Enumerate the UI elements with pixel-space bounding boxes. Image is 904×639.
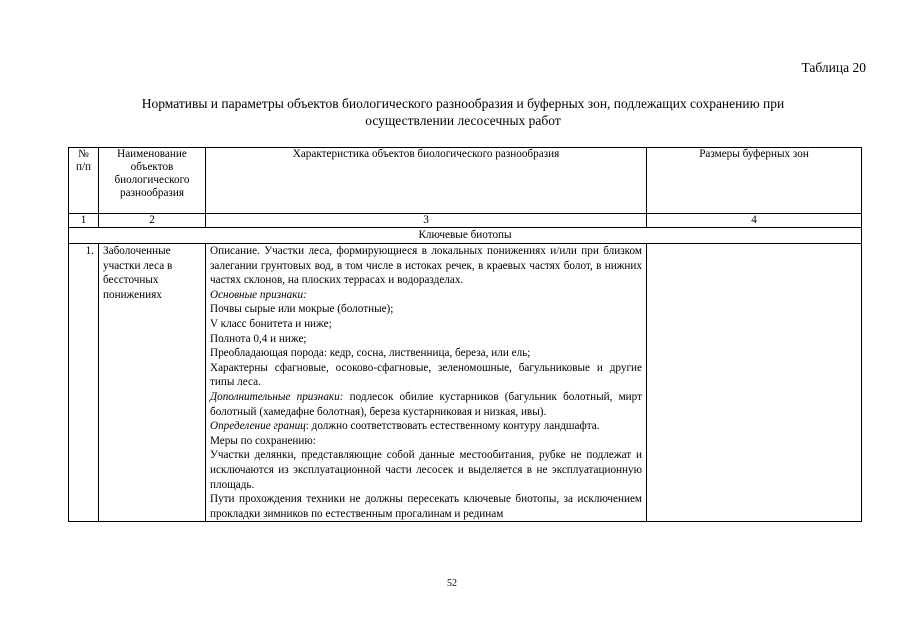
header-characteristics: Характеристика объектов биологического разнообразия [206, 148, 647, 214]
buffer-zone-size [647, 244, 862, 522]
row-number: 1. [69, 244, 99, 522]
title-line-1: Нормативы и параметры объектов биологического разнообразия и буферных зон, подлежащих сохранению при [141, 96, 785, 111]
header-number [69, 148, 99, 214]
sign-item: Почвы сырые или мокрые (болотные); [210, 303, 394, 316]
table-label: Таблица 20 [801, 60, 866, 75]
measure-item: Участки делянки, представляющие собой данные местообитания, рубке не подлежат и исключаются из эксплуатационной части лесосек и выделяется в не эксплуатационную площадь. [210, 449, 642, 491]
section-title: Ключевые биотопы [69, 228, 862, 244]
biodiversity-table [68, 147, 862, 522]
column-number: 2 [99, 214, 206, 228]
column-number-row [69, 214, 862, 228]
header-object-name: Наименование объектов биологического разнообразия [99, 148, 206, 214]
sign-item: Характерны сфагновые, осоково-сфагновые, зеленомошные, багульниковые и другие типы леса. [210, 361, 642, 389]
measure-item: Пути прохождения техники не должны пересекать ключевые биотопы, за исключением прокладки зимников по естественным прогалинам и рединам [210, 493, 642, 520]
table-row [69, 244, 862, 522]
border-paragraph [210, 419, 642, 434]
page-number: 52 [447, 578, 457, 589]
description-paragraph: Описание. Участки леса, формирующиеся в локальных понижениях и/или при близком залегании грунтовых вод, в том числе в истоках речек, в краевых частях болот, в нижних частях склонов, на плоских террасах и водоразделах. [210, 245, 642, 287]
measures-heading: Меры по сохранению: [210, 434, 316, 447]
main-signs-heading: Основные признаки: [210, 288, 307, 301]
header-buffer-size: Размеры буферных зон [647, 148, 862, 214]
sign-item: V класс бонитета и ниже; [210, 317, 332, 330]
sign-item: Преобладающая порода: кедр, сосна, лиственница, береза, или ель; [210, 347, 531, 360]
column-number: 1 [69, 214, 99, 228]
extra-signs-text: подлесок обилие кустарников (багульник болотный, мирт болотный (хамедафне болотная), береза кустарниковая и низкая, ивы). [210, 390, 642, 418]
sign-item: Полнота 0,4 и ниже; [210, 332, 307, 345]
border-text: : должно соответствовать естественному контуру ландшафта. [305, 420, 600, 433]
extra-signs-heading: Дополнительные признаки: [210, 390, 344, 403]
column-number: 4 [647, 214, 862, 228]
border-heading: Определение границ [210, 420, 306, 433]
header-number-sign: № [78, 148, 89, 160]
section-row [69, 228, 862, 244]
extra-signs-paragraph [210, 390, 642, 419]
title-line-2: осуществлении лесосечных работ [365, 113, 561, 128]
object-characteristics [206, 244, 647, 522]
header-number-abbr: п/п [75, 161, 92, 173]
document-title [90, 95, 836, 129]
column-number: 3 [206, 214, 647, 228]
object-name: Заболоченные участки леса в бессточных понижениях [99, 244, 206, 522]
header-row [69, 148, 862, 214]
